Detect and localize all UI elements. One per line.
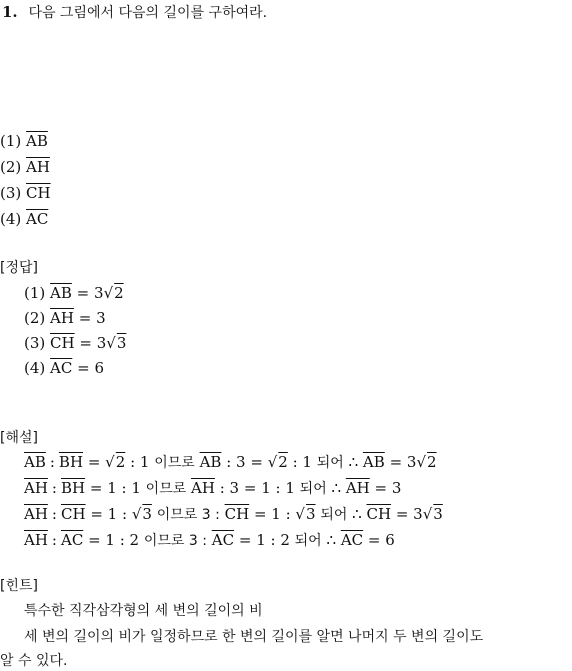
solution-line-4: $\overline{AH}$ : $\overline{AC} = 1$ : 2 이므로 3 : $\overline{AC} = 1$ : 2 되어 ∴ $\overline{AC} = 6$ (24, 531, 395, 549)
solution-line-2: $\overline{AH}$ : $\overline{BH} = 1$ : 1 이므로 $\overline{AH}$ : 3 = 1 : 1 되어 ∴ $\overline{AH} = 3$ (24, 479, 402, 497)
segment-label: $\overline{AB}$ (50, 284, 72, 302)
segment-label: $\overline{AH}$ (24, 479, 48, 497)
connector-text: 되어 (320, 507, 348, 523)
segment-label: $\overline{AB}$ (24, 453, 46, 471)
question-number: (3) (0, 184, 22, 202)
sqrt-symbol: √2 (267, 453, 288, 471)
sqrt-symbol: √2 (103, 284, 124, 302)
segment-label: $\overline{AB}$ (362, 453, 385, 471)
answer-header: [정답] (0, 260, 38, 276)
connector-text: 이므로 3 : (143, 533, 207, 549)
connector-text: 되어 (294, 533, 322, 549)
question-4 (0, 209, 48, 229)
segment-label: $\overline{AB}$ (199, 453, 222, 471)
segment-label: $\overline{BH}$ (58, 453, 84, 471)
therefore-icon: ∴ (331, 479, 342, 497)
segment-label: $\overline{AC}$ (340, 531, 364, 549)
sqrt-symbol: √3 (295, 505, 316, 523)
segment-label: $\overline{AC}$ (26, 210, 49, 228)
result-text: = 3 (374, 479, 402, 497)
segment-label: $\overline{CH}$ (60, 505, 86, 523)
solution-line-1: $\overline{AB}$ : $\overline{BH} = √2$ : 1 이므로 $\overline{AB}$ : 3 = √2 : 1 되어 ∴ $\overline{AB} = 3√2$ (24, 453, 437, 471)
connector-text: 이므로 (145, 481, 187, 497)
segment-label: $\overline{AH}$ (345, 479, 370, 497)
segment-label: $\overline{AB}$ (26, 132, 48, 150)
hint-line-3: 알 수 있다. (0, 653, 68, 669)
connector-text: 이므로 3 : (156, 507, 220, 523)
segment-label: $\overline{AH}$ (26, 158, 50, 176)
segment-label: $\overline{AH}$ (191, 479, 215, 497)
answer-number: (4) (24, 359, 46, 377)
question-number: (4) (0, 210, 22, 228)
problem-number: 1. (2, 3, 18, 21)
segment-label: $\overline{AC}$ (50, 359, 73, 377)
segment-label: $\overline{CH}$ (366, 505, 392, 523)
segment-label: $\overline{CH}$ (50, 334, 75, 352)
connector-text: 되어 (316, 455, 344, 471)
ratio-text: : 3 = (226, 453, 263, 471)
sqrt-symbol: √3 (422, 505, 443, 523)
answer-number: (3) (24, 334, 46, 352)
sqrt-value: 2 (278, 453, 288, 471)
solution-header: [해설] (0, 430, 38, 446)
therefore-icon: ∴ (326, 531, 337, 549)
question-2 (0, 157, 50, 177)
hint-line-2: 세 변의 길이의 비가 일정하므로 한 변의 길이를 알면 나머지 두 변의 길이도 (24, 629, 484, 645)
segment-label: $\overline{CH}$ (26, 184, 51, 202)
question-3 (0, 183, 51, 203)
question-number: (1) (0, 132, 22, 150)
ratio-text: = 1 : 1 (89, 479, 141, 497)
sqrt-value: 3 (305, 505, 316, 523)
segment-label: $\overline{AH}$ (24, 505, 48, 523)
ratio-text: : 3 = 1 : 1 (219, 479, 295, 497)
segment-label: $\overline{CH}$ (224, 505, 250, 523)
answer-equation: = 3 (78, 309, 106, 327)
therefore-icon: ∴ (352, 505, 362, 523)
sqrt-symbol: √3 (106, 334, 127, 352)
result-text: = 6 (367, 531, 395, 549)
connector-text: 되어 (299, 481, 327, 497)
answer-number: (1) (24, 284, 46, 302)
ratio-text: : 1 (130, 453, 150, 471)
result-text: = 3 (389, 453, 417, 471)
answer-equation: = 6 (77, 359, 105, 377)
answer-number: (2) (24, 309, 46, 327)
answer-item-2 (24, 308, 106, 328)
sqrt-value: 3 (116, 334, 127, 352)
sqrt-value: 2 (115, 453, 126, 471)
ratio-text: = (87, 453, 101, 471)
solution-line-3: $\overline{AH}$ : $\overline{CH} = 1$ : √3 이므로 3 : $\overline{CH} = 1$ : √3 되어 ∴ $\overline{CH} = 3√3$ (24, 505, 443, 523)
sqrt-value: 2 (114, 284, 124, 302)
answer-equation: = 3 (79, 334, 107, 352)
ratio-text: : 1 (292, 453, 312, 471)
question-1 (0, 131, 48, 151)
result-text: = 3 (395, 505, 423, 523)
sqrt-value: 3 (433, 505, 443, 523)
ratio-text: = 1 : 2 (238, 531, 290, 549)
segment-label: $\overline{AC}$ (211, 531, 235, 549)
answer-item-4 (24, 358, 104, 378)
sqrt-value: 2 (427, 453, 437, 471)
segment-label: $\overline{BH}$ (60, 479, 86, 497)
segment-label: $\overline{AH}$ (50, 309, 74, 327)
sqrt-symbol: √3 (131, 505, 152, 523)
ratio-text: = 1 : (253, 505, 291, 523)
answer-equation: = 3 (76, 284, 104, 302)
problem-text: 다음 그림에서 다음의 길이를 구하여라. (28, 5, 268, 21)
sqrt-symbol: √2 (105, 453, 126, 471)
hint-header: [힌트] (0, 578, 38, 594)
ratio-text: = 1 : (90, 505, 128, 523)
segment-label: $\overline{AH}$ (24, 531, 48, 549)
segment-label: $\overline{AC}$ (60, 531, 84, 549)
sqrt-value: 3 (142, 505, 152, 523)
therefore-icon: ∴ (348, 453, 359, 471)
problem-heading (2, 2, 267, 23)
ratio-text: = 1 : 2 (88, 531, 140, 549)
answer-item-1 (24, 283, 124, 303)
connector-text: 이므로 (154, 455, 195, 471)
question-number: (2) (0, 158, 22, 176)
answer-item-3 (24, 333, 126, 353)
hint-line-1: 특수한 직각삼각형의 세 변의 길이의 비 (24, 603, 263, 619)
sqrt-symbol: √2 (416, 453, 437, 471)
